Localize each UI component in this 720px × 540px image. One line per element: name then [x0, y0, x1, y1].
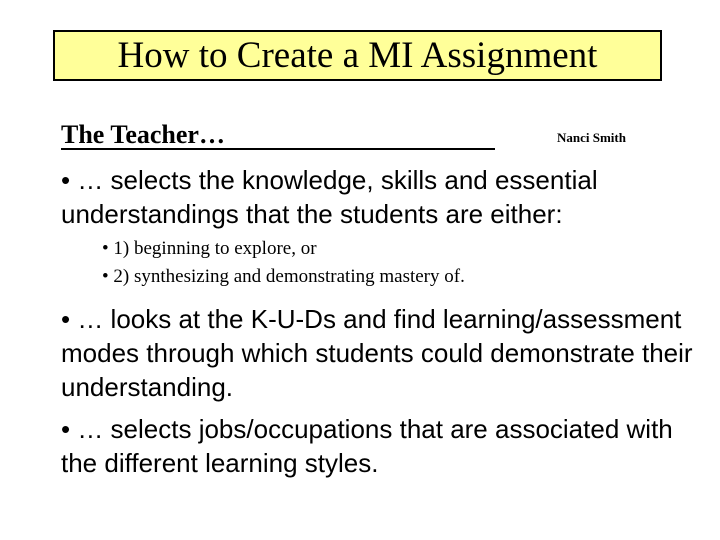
- bullet-selects-knowledge: • … selects the knowledge, skills and essential understandings that the students are either:: [61, 165, 598, 229]
- bullet-jobs: • … selects jobs/occupations that are associated with the different learning styles.: [61, 414, 673, 478]
- title-box: [53, 30, 662, 81]
- sub-bullet-explore: • 1) beginning to explore, or: [102, 238, 317, 259]
- subheading-underline: [61, 120, 495, 150]
- subheading: The Teacher…: [61, 120, 225, 149]
- bullet-kuds: • … looks at the K-U-Ds and find learning/assessment modes through which students could demonstrate their understanding.: [61, 304, 693, 402]
- slide-title: How to Create a MI Assignment: [117, 35, 598, 76]
- sub-bullet-mastery: • 2) synthesizing and demonstrating mastery of.: [102, 266, 465, 287]
- author-credit: Nanci Smith: [557, 130, 626, 145]
